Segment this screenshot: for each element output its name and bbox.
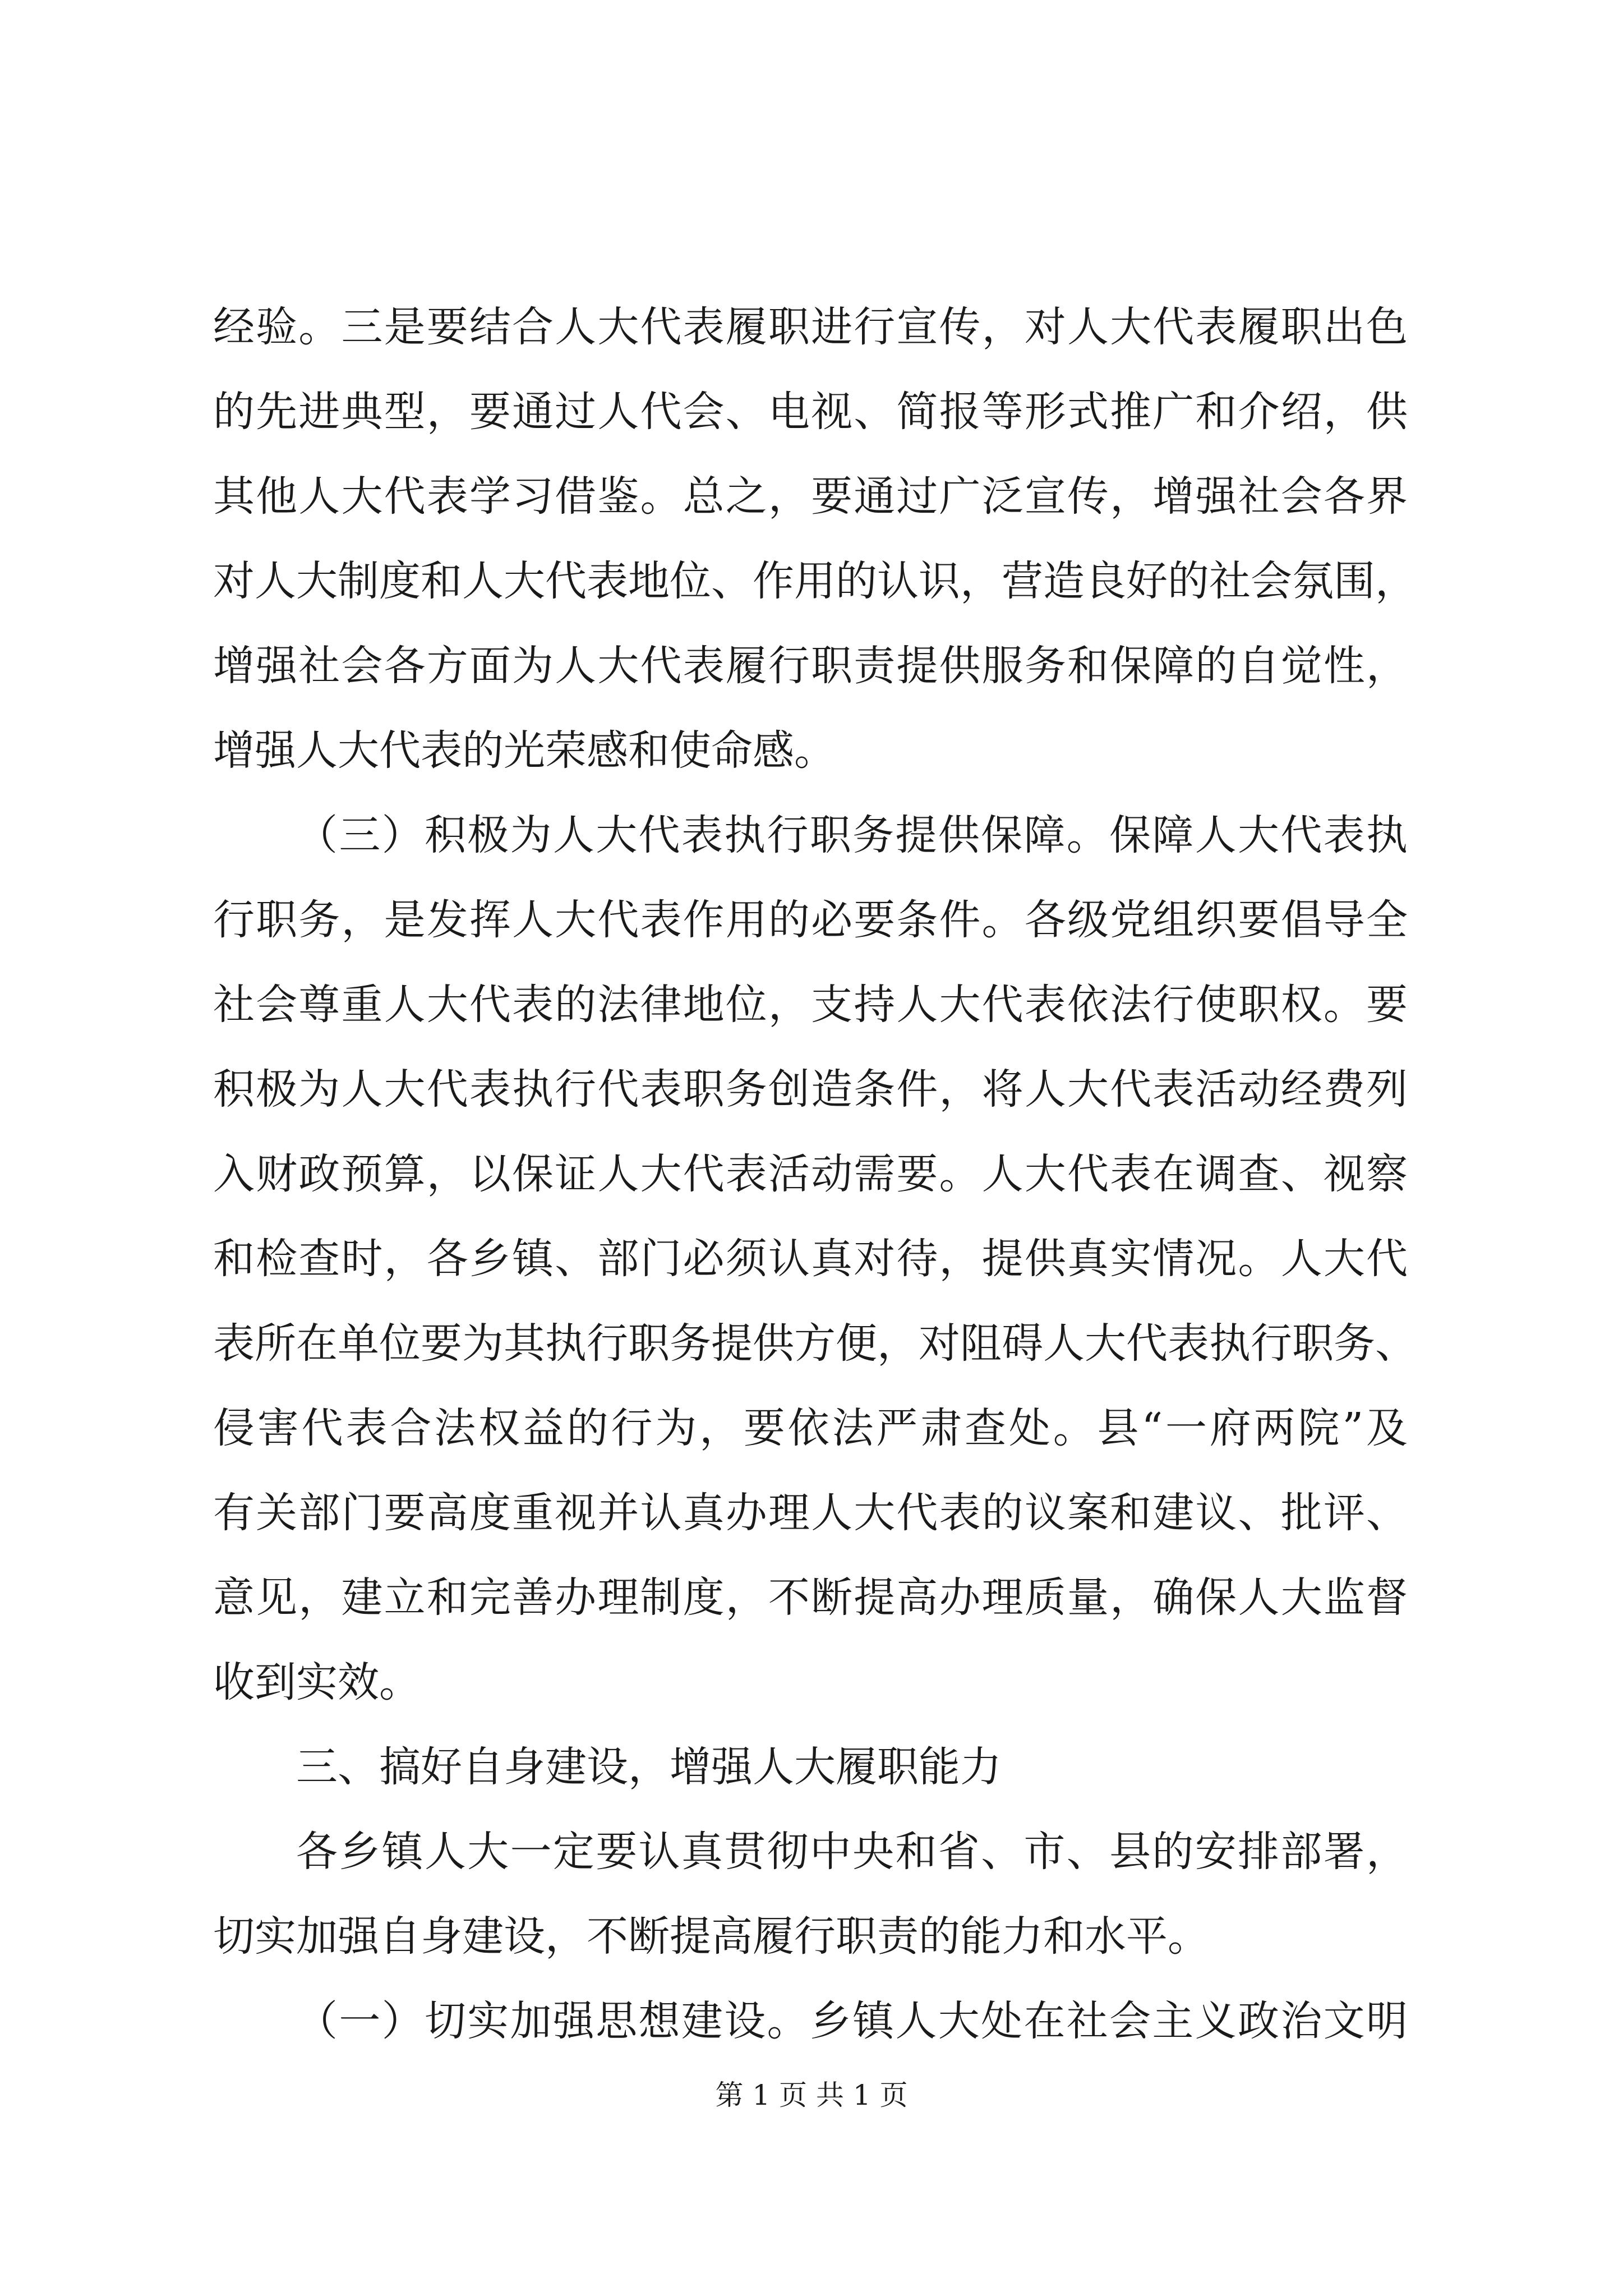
text-line: （三）积极为人大代表执行职务提供保障。保障人大代表执 — [296, 811, 1408, 859]
text-line: 收到实效。 — [213, 1658, 421, 1706]
text-line: 社会尊重人大代表的法律地位，支持人大代表依法行使职权。要 — [213, 981, 1408, 1029]
text-line: 积极为人大代表执行代表职务创造条件，将人大代表活动经费列 — [213, 1065, 1408, 1114]
text-line: 入财政预算，以保证人大代表活动需要。人大代表在调查、视察 — [213, 1150, 1408, 1198]
text-line: 对人大制度和人大代表地位、作用的认识，营造良好的社会氛围， — [213, 557, 1417, 605]
body-text — [213, 285, 1417, 2064]
text-line: 和检查时，各乡镇、部门必须认真对待，提供真实情况。人大代 — [213, 1235, 1408, 1283]
text-line: 增强人大代表的光荣感和使命感。 — [213, 726, 836, 775]
text-line: 切实加强自身建设，不断提高履行职责的能力和水平。 — [213, 1912, 1209, 1961]
page-footer: 第 1 页 共 1 页 — [715, 2079, 908, 2111]
text-line: 增强社会各方面为人大代表履行职责提供服务和保障的自觉性， — [213, 642, 1408, 690]
text-line: 经验。三是要结合人大代表履职进行宣传，对人大代表履职出色 — [213, 303, 1408, 351]
text-line: 意见，建立和完善办理制度，不断提高办理质量，确保人大监督 — [213, 1573, 1408, 1622]
text-line: 表所在单位要为其执行职务提供方便，对阻碍人大代表执行职务、 — [213, 1319, 1417, 1368]
text-line: （一）切实加强思想建设。乡镇人大处在社会主义政治文明 — [296, 1997, 1408, 2045]
text-line: 侵害代表合法权益的行为，要依法严肃查处。县“一府两院”及 — [213, 1404, 1408, 1452]
text-line: 的先进典型，要通过人代会、电视、简报等形式推广和介绍，供 — [213, 388, 1408, 436]
text-line: 其他人大代表学习借鉴。总之，要通过广泛宣传，增强社会各界 — [213, 472, 1408, 521]
text-line: 有关部门要高度重视并认真办理人大代表的议案和建议、批评、 — [213, 1489, 1408, 1537]
text-line: 行职务，是发挥人大代表作用的必要条件。各级党组织要倡导全 — [213, 896, 1408, 944]
text-line: 各乡镇人大一定要认真贯彻中央和省、市、县的安排部署， — [296, 1828, 1408, 1876]
text-line: 三、搞好自身建设，增强人大履职能力 — [296, 1743, 1002, 1791]
